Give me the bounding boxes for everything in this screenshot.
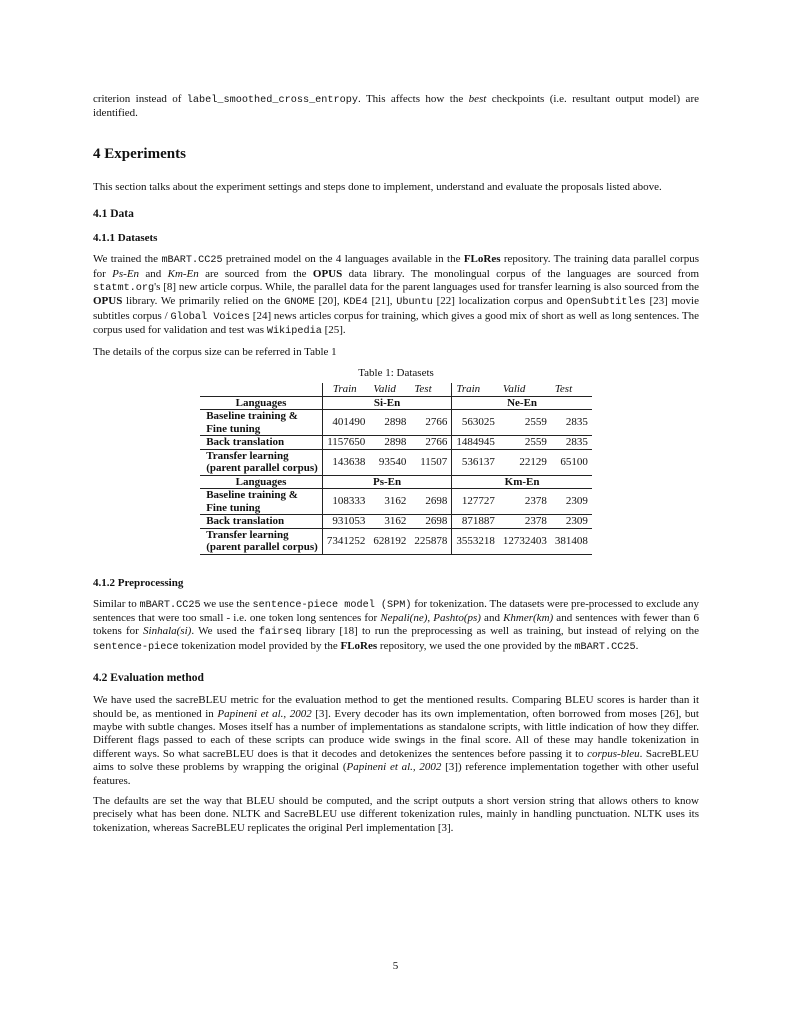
italic-term: Ps-En [112,267,140,280]
italic-term: Papineni et al., 2002 [346,761,442,774]
intro-code: label_smoothed_cross_entropy [186,95,358,106]
intro-text-1: criterion instead of [93,93,187,105]
table-value: 2378 [524,495,547,508]
column-header: Valid [502,383,526,396]
inline-code: Wikipedia [266,326,322,338]
row-label: Transfer learning (parent parallel corpus) [200,449,322,475]
table-value: 871887 [461,515,495,528]
table-row [200,515,592,529]
bold-term: OPUS [312,267,343,280]
table-caption: Table 1: Datasets [358,367,434,380]
row-label: Back translation [200,515,322,529]
table-value: 3162 [384,495,407,508]
table-header-row [200,383,592,396]
language-group-header: Si-En [322,396,452,410]
evaluation-paragraph-1: We have used the sacreBLEU metric for the evaluation method to get the mentioned results. Comparing BLEU scores is harder than it should be, as mentioned in Papineni et al., 2002 [3]. Every decoder has its own implementation, often borrowed from moses [26], but maybe with subtle changes. Moses itself has a number of implementations as standalone scripts, with little indication of how they differ. Different flags passed to each of these scripts can produce wide swings in the final score. All of these may handle tokenization in different ways. So what sacreBLEU does is that it decodes and detokenizes the sentences before passing it to corpus-bleu. SacreBLEU aims to solve these problems by wrapping the original (Papineni et al., 2002 [3]) reference implementation together with other useful features. [93,694,699,787]
italic-term: Khmer(km) [503,611,554,624]
languages-header: Languages [200,396,322,410]
table-value: 563025 [461,416,495,429]
section-4-2-title: 4.2 Evaluation method [93,672,204,685]
italic-term: Pashto(ps) [433,611,481,624]
table-value: 2559 [524,416,547,429]
datasets-table [200,383,592,555]
table-value: 2898 [384,436,407,449]
table-value: 2766 [410,410,452,436]
column-header: Test [410,383,452,396]
column-header: Test [554,383,573,396]
inline-code: mBART.CC25 [161,255,223,267]
table-value: 1484945 [456,436,495,449]
table-row [200,489,592,515]
paper-page [93,93,699,835]
table-value: 628192 [373,534,407,547]
table-row [200,449,592,475]
datasets-paragraph: We trained the mBART.CC25 pretrained model on the 4 languages available in the FLoRes repository. The training data parallel corpus for Ps-En and Km-En are sourced from the OPUS data library. The monolingual corpus of the languages are sourced from statmt.org's [8] new article corpus. While, the parallel data for the parent languages used for transfer learning is also sourced from the OPUS library. We primarily relied on the GNOME [20], KDE4 [21], Ubuntu [22] localization corpus and OpenSubtitles [23] movie subtitles corpus / Global Voices [24] news articles corpus for training, which gives a good mix of short as well as long sentences. The corpus used for validation and test was Wikipedia [25]. [93,253,700,338]
language-group-header: Ps-En [322,475,452,489]
table-value: 536137 [461,455,495,468]
row-label: Transfer learning (parent parallel corpus) [200,528,322,554]
section-4-1-title: 4.1 Data [93,208,134,221]
table-value: 127727 [461,495,495,508]
italic-term: Papineni et al., 2002 [217,707,312,720]
table-value: 931053 [332,515,366,528]
italic-term: Sinhala(si) [143,625,192,638]
table-row [200,528,592,554]
table-value: 225878 [410,528,452,554]
bold-term: FLoRes [463,253,501,266]
inline-code: OpenSubtitles [566,297,646,309]
intro-text-3: checkpoints (i.e. resultant output model) are identified. [93,93,699,120]
inline-code: Global Voices [170,311,250,323]
table-value: 401490 [332,416,366,429]
inline-code: statmt.org [93,283,155,295]
column-header: Train [332,383,357,396]
table-language-row [200,475,592,489]
table-value: 2698 [410,515,452,529]
inline-code: KDE4 [343,297,368,309]
intro-text-2: . This affects how the [357,93,469,105]
table-language-row [200,396,592,410]
table-value: 2309 [565,495,588,508]
inline-code: fairseq [258,627,302,639]
table-value: 1157650 [327,436,366,449]
table-value: 2378 [524,515,547,528]
table-row [200,410,592,436]
intro-paragraph [93,93,699,121]
inline-code: mBART.CC25 [574,641,636,653]
table-value: 3553218 [456,534,495,547]
evaluation-paragraph-2: The defaults are set the way that BLEU should be computed, and the script outputs a short version string that allows others to know precisely what has been done. NLTK and SacreBLEU use different tokenization rules, mainly in handling punctuation. NLTK uses its tokenization, whereas SacreBLEU replicates the original Perl implementation [3]. [93,795,699,834]
bold-term: OPUS [93,295,123,308]
inline-code: GNOME [284,297,315,309]
table-value: 3162 [384,515,407,528]
table-value: 2559 [524,436,547,449]
table-reference-text: The details of the corpus size can be referred in Table 1 [93,345,337,358]
table-value: 11507 [410,449,452,475]
italic-term: corpus-bleu [587,747,640,760]
italic-term: Km-En [167,267,199,280]
bold-term: FLoRes [340,639,378,652]
column-header: Train [456,383,481,396]
section-4-text: This section talks about the experiment settings and steps done to implement, understand and evaluate the proposals listed above. [93,180,662,193]
table-value: 2835 [565,416,588,429]
table-value: 65100 [560,455,588,468]
page-number: 5 [392,960,399,972]
language-group-header: Km-En [504,475,540,488]
inline-code: sentence-piece model (SPM) [252,599,412,611]
row-label: Baseline training & Fine tuning [200,489,322,515]
inline-code: Ubuntu [396,297,433,309]
table-value: 7341252 [326,534,366,547]
table-value: 2698 [410,489,452,515]
row-label: Baseline training & Fine tuning [200,410,322,436]
section-4-1-2-title: 4.1.2 Preprocessing [93,576,184,589]
table-value: 12732403 [502,534,547,547]
section-4-1-1-title: 4.1.1 Datasets [93,232,158,245]
table-value: 2835 [565,436,588,449]
table-value: 108333 [332,495,366,508]
table-value: 381408 [554,534,588,547]
table-value: 93540 [378,455,407,468]
table-value: 143638 [332,455,366,468]
column-header: Valid [373,383,396,396]
table-row [200,436,592,450]
languages-header: Languages [200,475,322,489]
language-group-header: Ne-En [507,396,538,409]
section-4-title: 4 Experiments [93,145,186,162]
table-value: 2309 [565,515,588,528]
table-value: 2898 [384,416,407,429]
inline-code: sentence-piece [93,641,179,653]
italic-term: Nepali(ne) [380,611,428,624]
preprocessing-paragraph: Similar to mBART.CC25 we use the sentence-piece model (SPM) for tokenization. The datasets were pre-processed to exclude any sentences that were too small - i.e. one token long sentences for Nepali(ne), Pashto(ps) and Khmer(km) and sentences with fewer than 6 tokens for Sinhala(si). We used the fairseq library [18] to run the preprocessing as well as training, but instead of relying on the sentence-piece tokenization model provided by the FLoRes repository, we used the one provided by the mBART.CC25. [93,597,700,653]
table-corner-cell [200,383,322,396]
table-value: 22129 [519,455,547,468]
inline-code: mBART.CC25 [139,599,201,611]
intro-emphasis: best [468,93,487,105]
row-label: Back translation [200,436,322,450]
table-value: 2766 [410,436,452,450]
